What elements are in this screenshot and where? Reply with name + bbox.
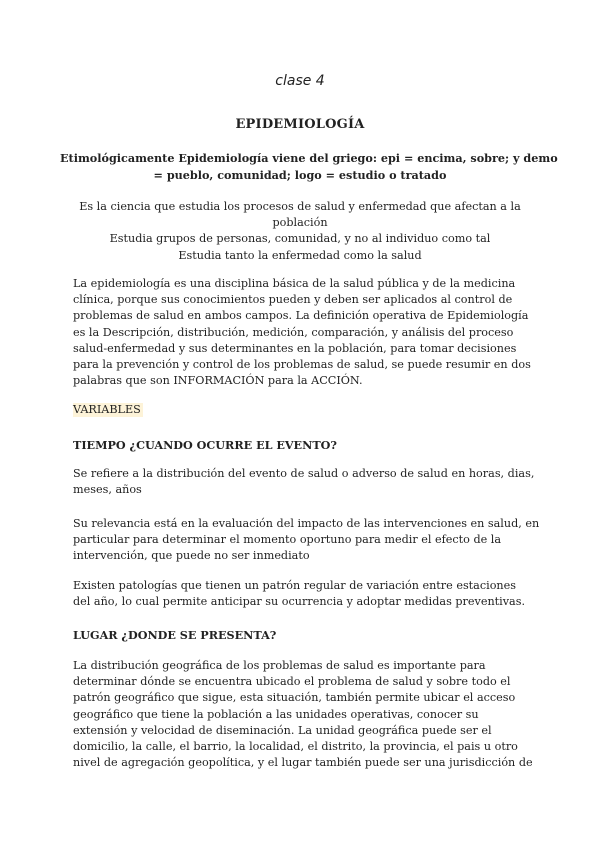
page-title: EPIDEMIOLOGÍA xyxy=(235,117,365,132)
place-heading: LUGAR ¿DONDE SE PRESENTA? xyxy=(73,628,277,642)
definition-line: clínica, porque sus conocimientos pueden y deben ser aplicados al control de xyxy=(73,293,513,307)
time-paragraph-3 xyxy=(73,578,533,610)
intro-line: población xyxy=(272,216,328,230)
time-p3-line: del año, lo cual permite anticipar su ocurrencia y adoptar medidas preventivas. xyxy=(73,595,526,609)
place-line: determinar dónde se encuentra ubicado el problema de salud y sobre todo el xyxy=(73,675,511,689)
place-line: extensión y velocidad de diseminación. La unidad geográfica puede ser el xyxy=(73,723,492,737)
time-p3-line: Existen patologías que tienen un patrón regular de variación entre estaciones xyxy=(73,579,516,592)
place-line: domicilio, la calle, el barrio, la localidad, el distrito, la provincia, el pais u otro xyxy=(73,740,518,754)
variables-label: VARIABLES xyxy=(73,403,141,416)
intro-block xyxy=(60,199,540,264)
intro-line: Estudia tanto la enfermedad como la salud xyxy=(178,248,422,262)
time-p1-line: Se refiere a la distribución del evento de salud o adverso de salud en horas, dias, xyxy=(73,467,535,480)
time-p2-line: Su relevancia está en la evaluación del impacto de las intervenciones en salud, en xyxy=(73,517,540,530)
place-line: geográfico que tiene la población a las unidades operativas, conocer su xyxy=(73,707,479,721)
intro-line: Estudia grupos de personas, comunidad, y no al individuo como tal xyxy=(109,232,491,246)
time-p2-line: intervención, que puede no ser inmediato xyxy=(73,549,310,563)
time-p1-line: meses, años xyxy=(73,483,142,497)
place-line: patrón geográfico que sigue, esta situación, también permite ubicar el acceso xyxy=(73,691,516,705)
definition-line: problemas de salud en ambos campos. La definición operativa de Epidemiología xyxy=(73,309,529,323)
definition-line: salud-enfermedad y sus determinantes en la población, para tomar decisiones xyxy=(73,341,517,355)
place-paragraph xyxy=(73,658,533,771)
time-heading: TIEMPO ¿CUANDO OCURRE EL EVENTO? xyxy=(73,438,337,452)
time-paragraph-1 xyxy=(73,466,533,498)
definition-line: palabras que son INFORMACIÓN para la ACCIÓN. xyxy=(73,374,363,388)
class-subtitle: clase 4 xyxy=(275,73,325,89)
definition-line: para la prevención y control de los problemas de salud, se puede resumir en dos xyxy=(73,358,531,372)
definition-paragraph xyxy=(73,276,533,389)
definition-line: es la Descripción, distribución, medición, comparación, y análisis del proceso xyxy=(73,325,514,339)
definition-line: La epidemiología es una disciplina básica de la salud pública y de la medicina xyxy=(73,277,516,290)
etymology-line: Etimológicamente Epidemiología viene del griego: epi = encima, sobre; y demo xyxy=(60,151,558,165)
place-line: nivel de agregación geopolítica, y el lugar también puede ser una jurisdicción de xyxy=(73,756,533,770)
time-p2-line: particular para determinar el momento oportuno para medir el efecto de la xyxy=(73,533,502,547)
etymology-line: = pueblo, comunidad; logo = estudio o tratado xyxy=(153,167,447,182)
etymology-paragraph xyxy=(60,150,558,183)
intro-line: Es la ciencia que estudia los procesos de salud y enfermedad que afectan a la xyxy=(79,200,521,213)
time-paragraph-2 xyxy=(73,516,540,565)
place-line: La distribución geográfica de los problemas de salud es importante para xyxy=(73,659,486,672)
